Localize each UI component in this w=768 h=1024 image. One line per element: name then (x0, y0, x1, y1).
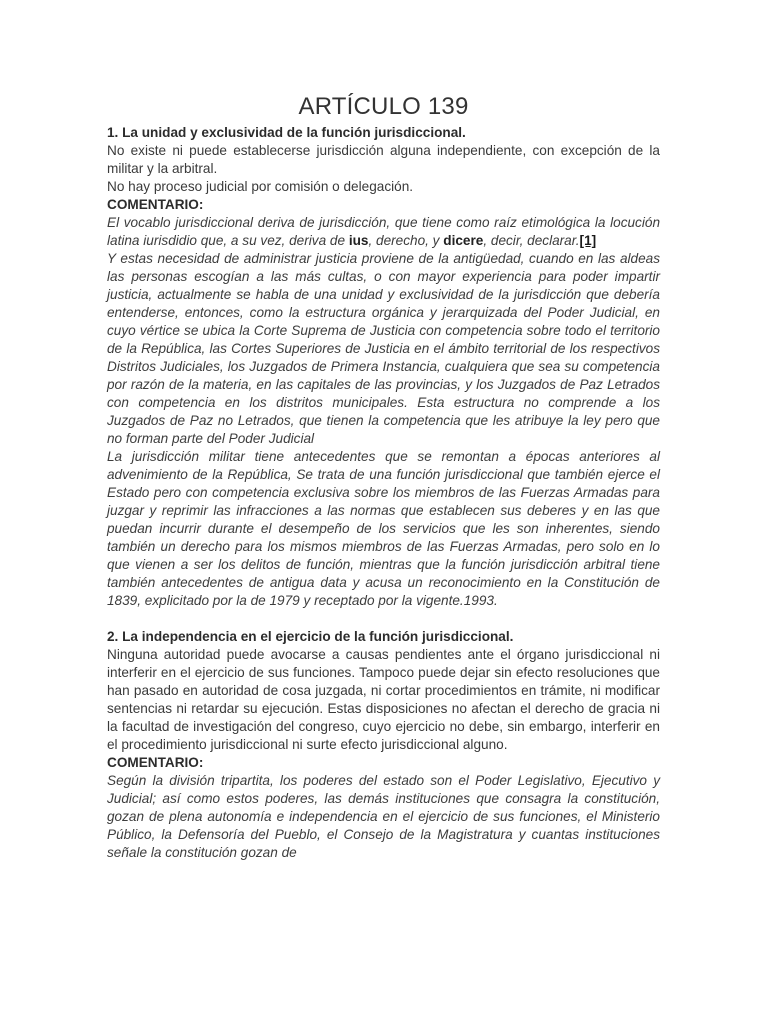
section-1-comment-3: La jurisdicción militar tiene antecedentes que se remontan a épocas anteriores al advenimiento de la República, Se trata de una función jurisdiccional que también ejerce el Estado pero con competencia exclusiva sobre los miembros de las Fuerzas Armadas para juzgar y reprimir las infracciones a las normas que establecen sus deberes y en las que puedan incurrir durante el desempeño de los servicios que les son inherentes, siendo también un derecho para los mismos miembros de las Fuerzas Armadas, pero solo en lo que vienen a ser los delitos de función, mientras que la función jurisdicción arbitral tiene también antecedentes de antigua data y acusa un reconocimiento en la Constitución de 1839, explicitado por la de 1979 y receptado por la vigente.1993. (107, 449, 660, 608)
section-1-heading: 1. La unidad y exclusividad de la función jurisdiccional. (107, 125, 466, 140)
footnote-link[interactable]: [1] (579, 233, 597, 248)
section-1-paragraph-2: No hay proceso judicial por comisión o delegación. (107, 179, 414, 194)
section-1-comment-label: COMENTARIO: (107, 197, 204, 212)
section-1-paragraph-1: No existe ni puede establecerse jurisdicción alguna independiente, con excepción de la militar y la arbitral. (107, 143, 660, 176)
section-2-heading: 2. La independencia en el ejercicio de la función jurisdiccional. (107, 629, 514, 644)
section-2-paragraph-1: Ninguna autoridad puede avocarse a causas pendientes ante el órgano jurisdiccional ni interferir en el ejercicio de sus funciones. Tampoco puede dejar sin efecto resoluciones que han pasado en autoridad de cosa juzgada, ni cortar procedimientos en trámite, ni modificar sentencias ni retardar su ejecución. Estas disposiciones no afectan el derecho de gracia ni la facultad de investigación del congreso, cuyo ejercicio no debe, sin embargo, interferir en el procedimiento jurisdiccional ni surte efecto jurisdiccional alguno. (107, 647, 660, 752)
section-2-comment-label: COMENTARIO: (107, 755, 204, 770)
term-dicere: dicere (443, 233, 484, 248)
section-1-comment-2: Y estas necesidad de administrar justicia proviene de la antigüedad, cuando en las aldeas las personas escogían a las más cultas, o con mayor experiencia para poder impartir justicia, actualmente se habla de una unidad y exclusividad de la jurisdicción que debería entenderse, entonces, como la estructura orgánica y jerarquizada del Poder Judicial, en cuyo vértice se ubica la Corte Suprema de Justicia con competencia sobre todo el territorio de la República, las Cortes Superiores de Justicia en el ámbito territorial de los respectivos Distritos Judiciales, los Juzgados de Primera Instancia, cualquiera que sea su competencia por razón de la materia, en las capitales de las provincias, y los Juzgados de Paz Letrados con competencia en los distritos municipales. Esta estructura no comprende a los Juzgados de Paz no Letrados, que tienen la competencia que les atribuye la ley pero que no forman parte del Poder Judicial (107, 251, 660, 446)
comment-text: , derecho, y (368, 233, 444, 248)
comment-text: El vocablo jurisdiccional deriva de jurisdicción, que tiene como raíz etimológica la locución latina iurisdidio que, a su vez, deriva de (107, 215, 660, 248)
term-ius: ius (348, 233, 369, 248)
section-spacer (107, 610, 660, 628)
article-title: ARTÍCULO 139 (298, 93, 469, 120)
document-page (107, 92, 660, 862)
section-2-comment-1: Según la división tripartita, los poderes del estado son el Poder Legislativo, Ejecutivo y Judicial; así como estos poderes, las demás instituciones que consagra la constitución, gozan de plena autonomía e independencia en el ejercicio de sus funciones, el Ministerio Público, la Defensoría del Pueblo, el Consejo de la Magistratura y cuantas instituciones señale la constitución gozan de (107, 773, 660, 860)
comment-text: , decir, declarar. (483, 233, 580, 248)
section-1-comment-1 (107, 214, 660, 250)
